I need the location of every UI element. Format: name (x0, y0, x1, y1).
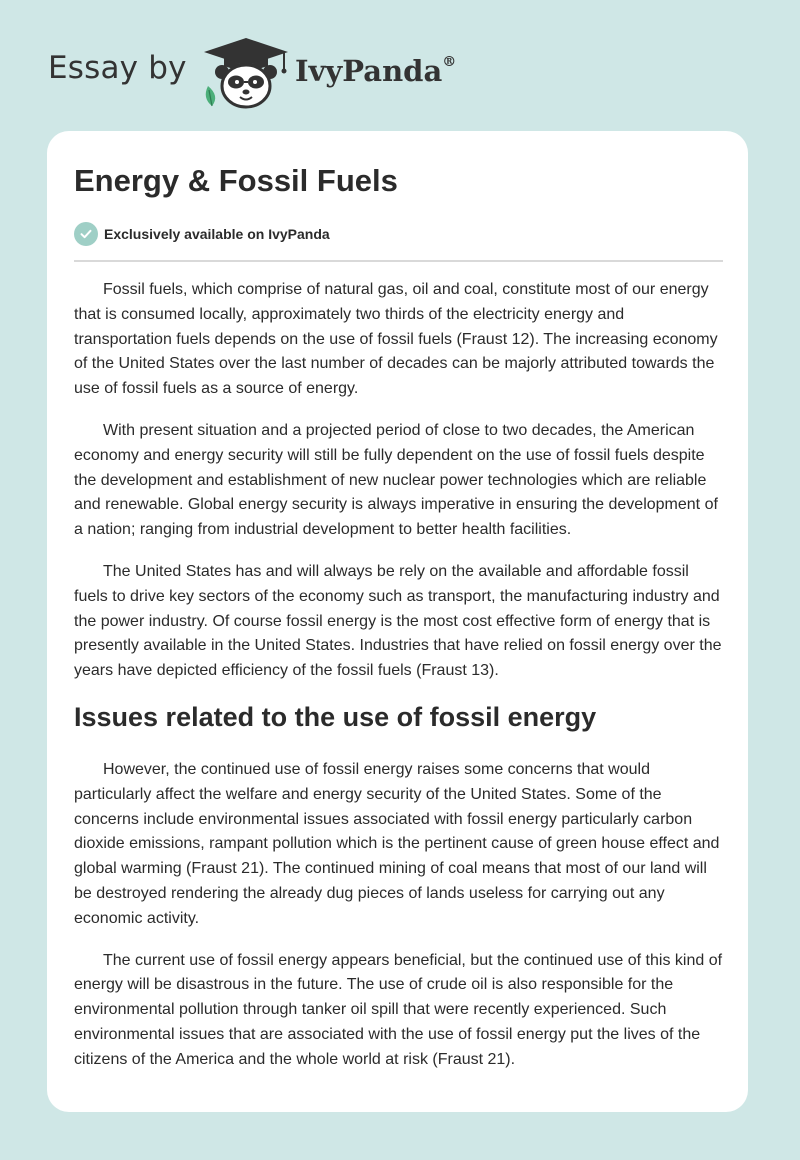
divider (74, 260, 723, 262)
site-header (0, 0, 800, 130)
page-title: Energy & Fossil Fuels (74, 163, 398, 198)
section-heading: Issues related to the use of fossil energy (74, 701, 597, 732)
brand-name[interactable]: IvyPanda® (295, 54, 457, 88)
panda-graduate-logo-icon[interactable] (200, 36, 292, 110)
paragraph: The United States has and will always be rely on the available and affordable fossil fuels to drive key sectors of the economy such as transport, the manufacturing industry and the power industry. Of course fossil energy is the most cost effective form of energy that is presently available in the United States. Industries that have relied on fossil energy over the years have depicted efficiency of the fossil fuels (Fraust 13). (74, 562, 722, 680)
exclusive-badge (74, 222, 330, 246)
essay-card (47, 131, 748, 1112)
paragraph: Fossil fuels, which comprise of natural gas, oil and coal, constitute most of our energy that is consumed locally, approximately two thirds of the electricity energy and transportation fuels depends on the use of fossil fuels (Fraust 12). The increasing economy of the United States over the last number of decades can be majorly attributed towards the use of fossil fuels as a source of energy. (74, 281, 718, 398)
essay-body (74, 278, 726, 1090)
brand-prefix: Essay by (48, 50, 187, 86)
exclusive-badge-label: Exclusively available on IvyPanda (104, 226, 330, 242)
paragraph: With present situation and a projected period of close to two decades, the American economy and energy security will still be fully dependent on the use of fossil fuels despite the development and establishment of new nuclear power technologies which are reliable and renewable. Global energy security is always imperative in ensuring the development of a nation; ranging from industrial development to better health facilities. (74, 421, 718, 539)
paragraph: The current use of fossil energy appears beneficial, but the continued use of this kind of energy will be disastrous in the future. The use of crude oil is also responsible for the environmental pollution through tanker oil spill that were recently experienced. Such environmental issues that are associated with the use of fossil energy put the lives of the citizens of the America and the whole world at risk (Fraust 21). (74, 951, 723, 1068)
paragraph: However, the continued use of fossil energy raises some concerns that would particularly affect the welfare and energy security of the United States. Some of the concerns include environmental issues associated with fossil energy particularly carbon dioxide emissions, rampant pollution which is the pertinent cause of green house effect and global warming (Fraust 21). The continued mining of coal means that most of our land will be destroyed rendering the already dug pieces of lands useless for carrying out any economic activity. (74, 760, 720, 927)
check-circle-icon (74, 222, 98, 246)
